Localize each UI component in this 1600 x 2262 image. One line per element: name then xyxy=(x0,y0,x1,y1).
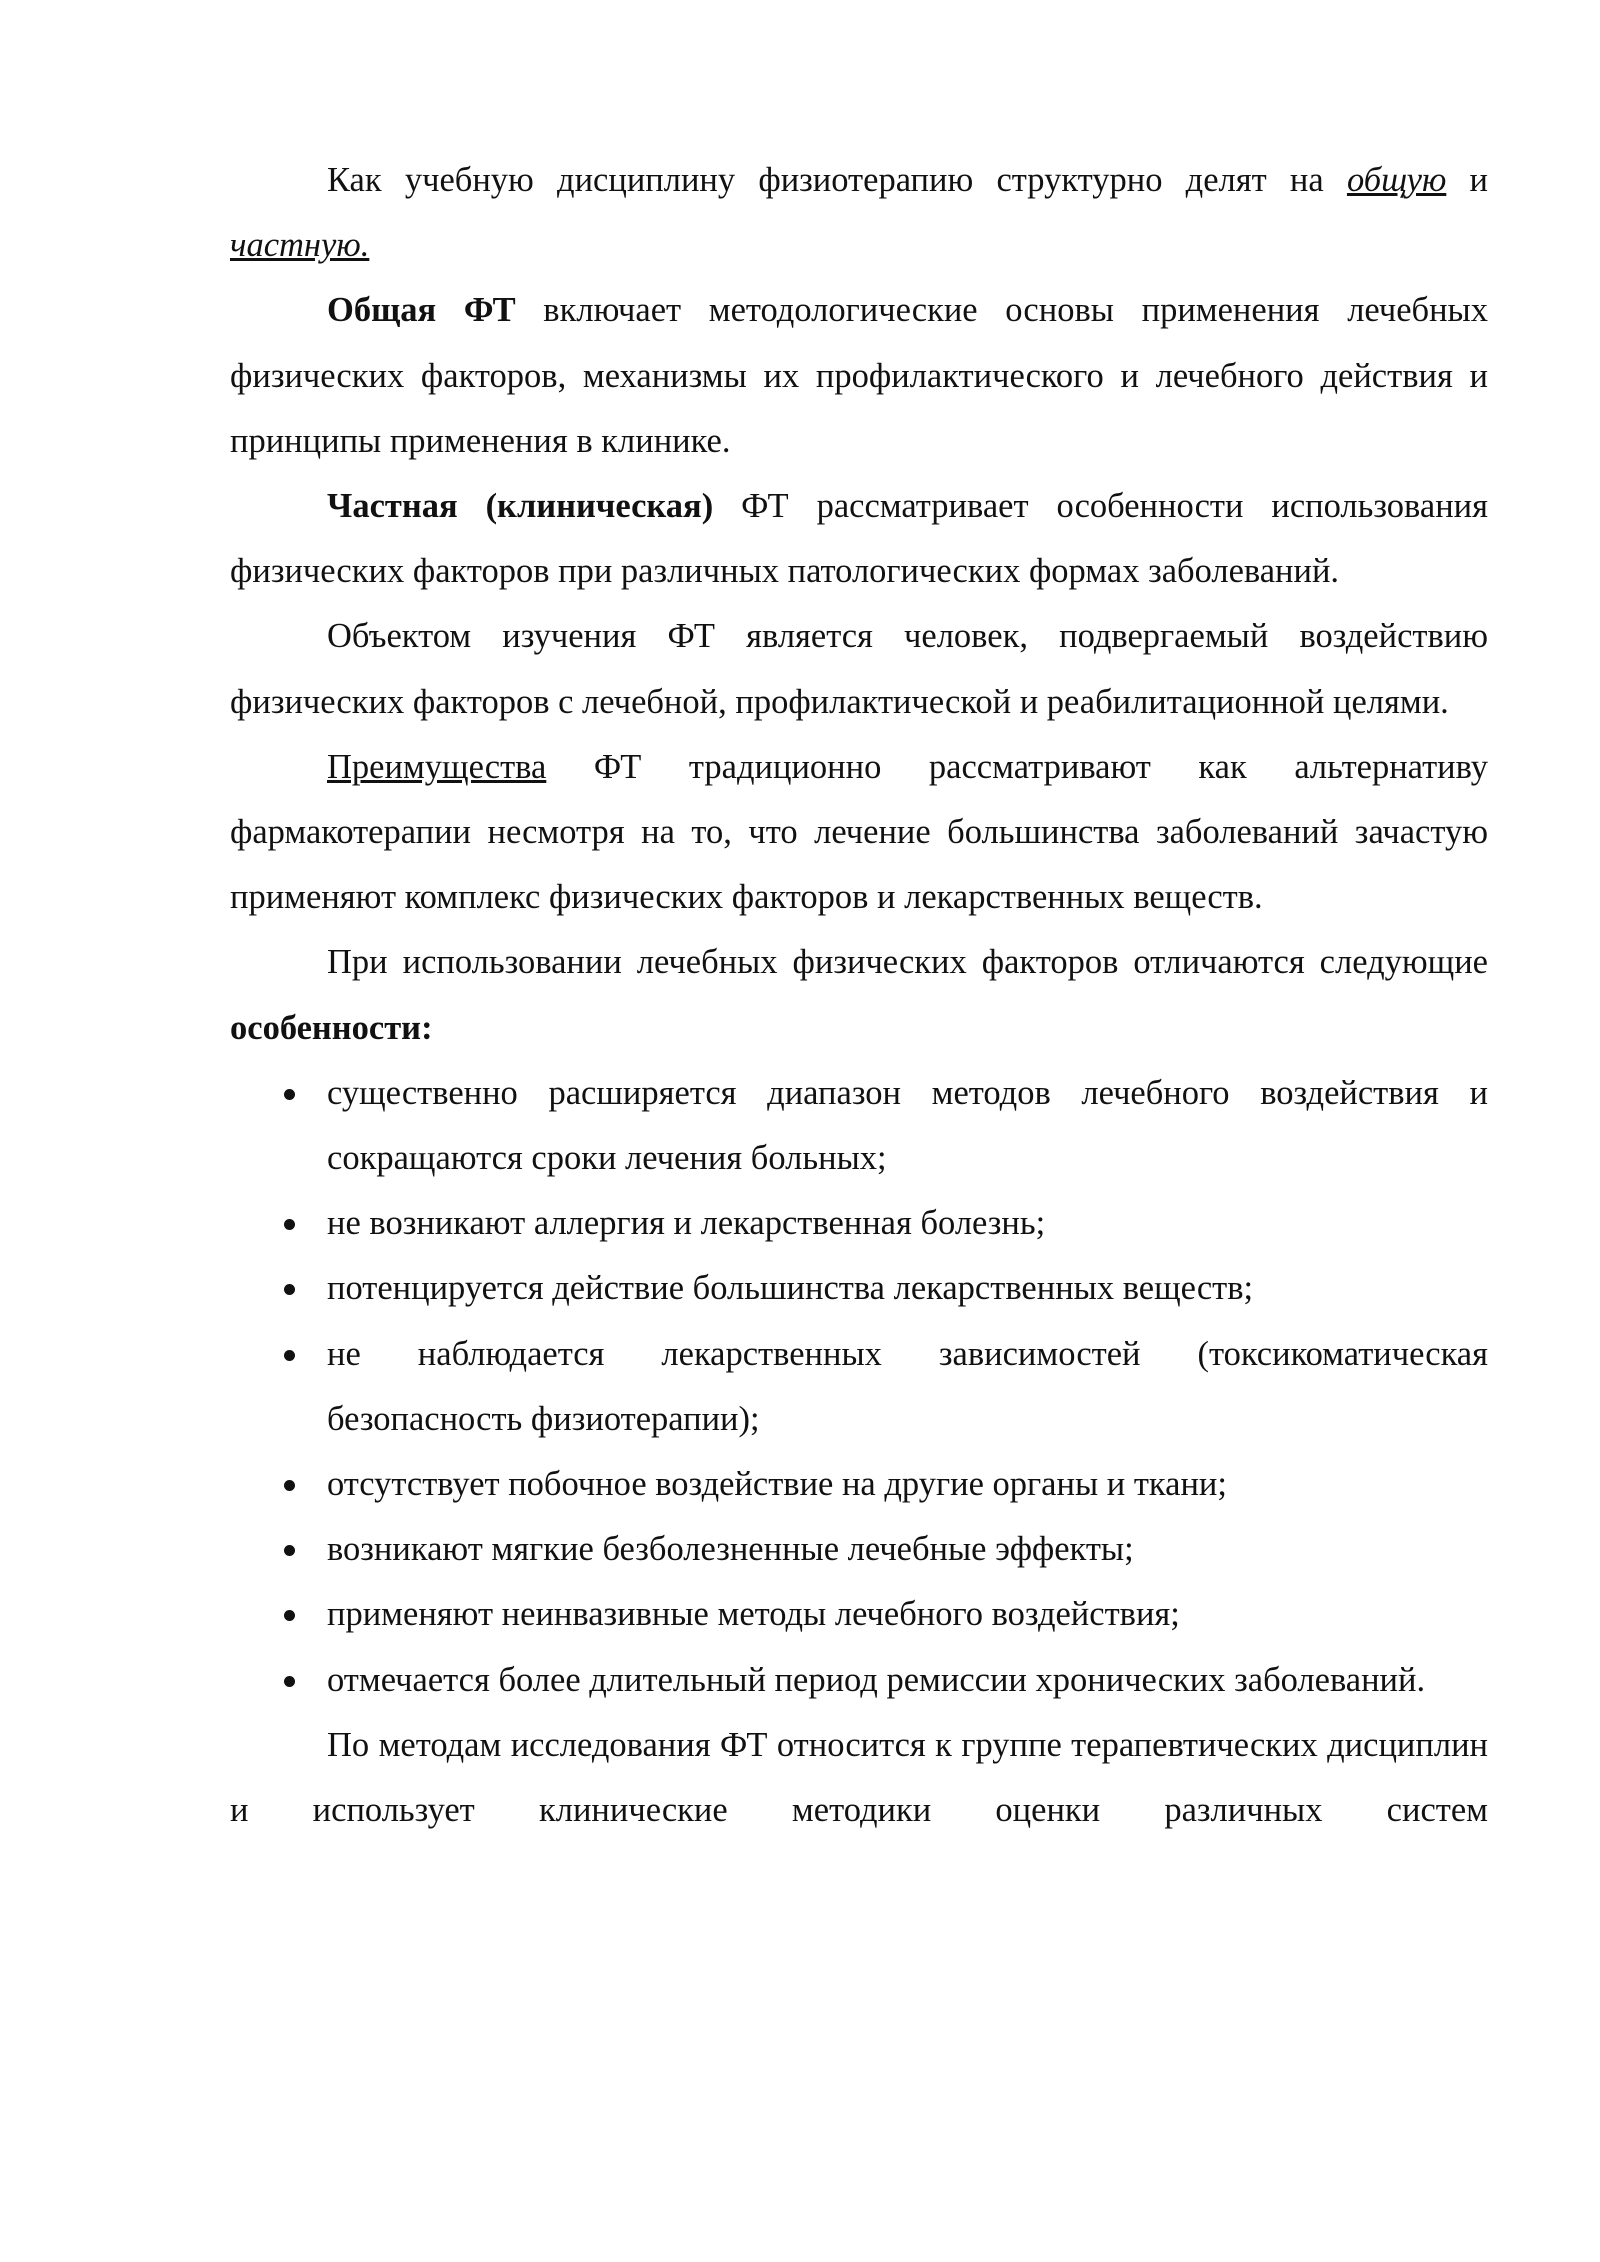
paragraph-advantages: Преимущества ФТ традиционно рассматривают как альтернативу фармакотерапии несмотря на то, что лечение большинства заболеваний зачастую применяют комплекс физических факторов и лекарственных веществ. xyxy=(230,747,1488,917)
bullet-icon xyxy=(284,1676,295,1687)
list-item: отмечается более длительный период ремиссии хронических заболеваний. xyxy=(230,1648,1488,1713)
term-general-pt: Общая ФТ xyxy=(327,291,516,330)
term-particular: частную. xyxy=(230,226,370,265)
bullet-icon xyxy=(284,1089,295,1100)
list-item: применяют неинвазивные методы лечебного воздействия; xyxy=(230,1582,1488,1647)
paragraph-clinical-pt: Частная (клиническая) ФТ рассматривает особенности использования физических факторов при различных патологических формах заболеваний. xyxy=(230,487,1488,591)
bullet-icon xyxy=(284,1610,295,1621)
bullet-icon xyxy=(284,1284,295,1295)
paragraph-research-methods: По методам исследования ФТ относится к группе терапевтических дисциплин и использует клинические методики оценки различных систем xyxy=(230,1725,1488,1830)
paragraph-features-intro: При использовании лечебных физических факторов отличаются следующие особенности: xyxy=(230,943,1488,1047)
term-features: особенности: xyxy=(230,1008,433,1047)
term-general: общую xyxy=(1346,161,1447,199)
list-item: потенцируется действие большинства лекарственных веществ; xyxy=(230,1256,1488,1321)
term-advantages: Преимущества xyxy=(327,747,547,786)
paragraph-general-pt: Общая ФТ включает методологические основы применения лечебных физических факторов, механизмы их профилактического и лечебного действия и принципы применения в клинике. xyxy=(230,291,1488,460)
term-clinical-pt: Частная (клиническая) xyxy=(327,487,714,526)
bullet-icon xyxy=(284,1545,295,1556)
features-list xyxy=(230,1061,1488,1713)
list-item: не возникают аллергия и лекарственная болезнь; xyxy=(230,1191,1488,1256)
bullet-icon xyxy=(284,1350,295,1361)
list-item: возникают мягкие безболезненные лечебные эффекты; xyxy=(230,1517,1488,1582)
paragraph-structure: Как учебную дисциплину физиотерапию структурно делят на общую и частную. xyxy=(230,161,1488,265)
list-item: не наблюдается лекарственных зависимостей (токсикоматическая безопасность физиотерапии); xyxy=(230,1322,1488,1452)
list-item: существенно расширяется диапазон методов лечебного воздействия и сокращаются сроки лечения больных; xyxy=(230,1061,1488,1191)
bullet-icon xyxy=(284,1480,295,1491)
document-body xyxy=(230,148,1488,1843)
bullet-icon xyxy=(284,1219,295,1230)
paragraph-object-of-study: Объектом изучения ФТ является человек, подвергаемый воздействию физических факторов с лечебной, профилактической и реабилитационной целями. xyxy=(230,617,1488,721)
list-item: отсутствует побочное воздействие на другие органы и ткани; xyxy=(230,1452,1488,1517)
